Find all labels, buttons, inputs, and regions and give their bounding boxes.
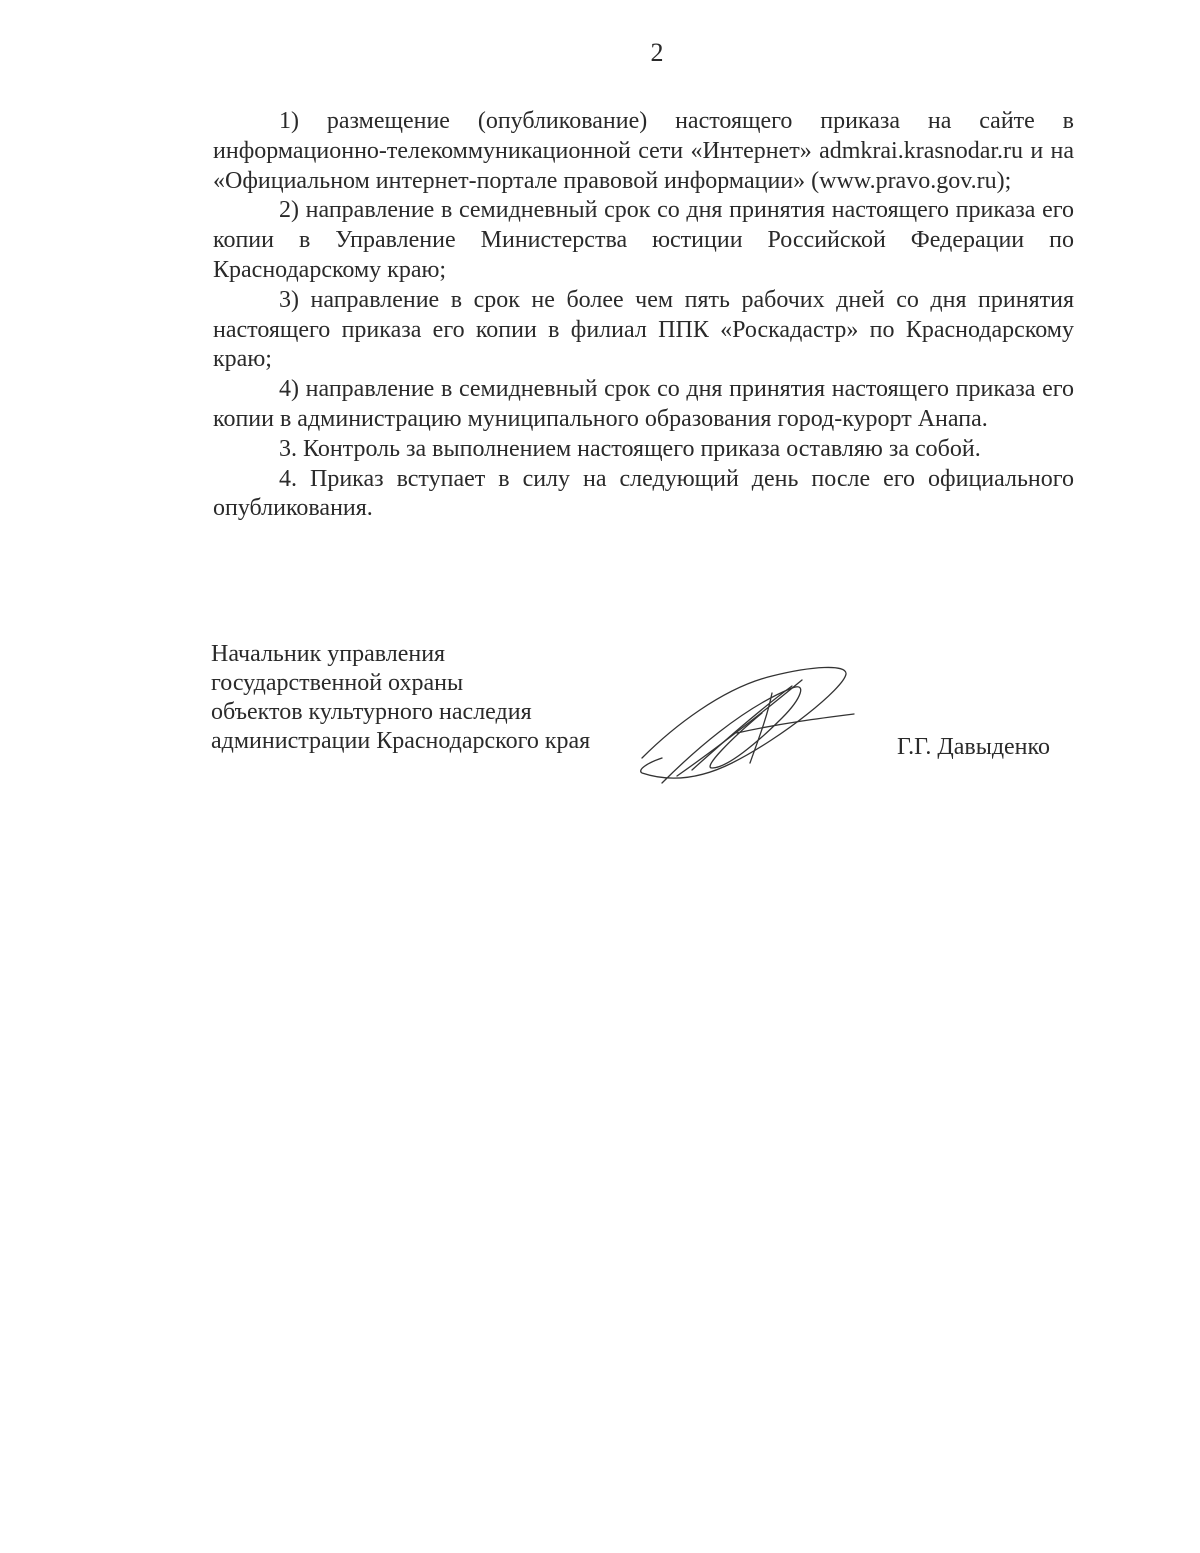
signer-name: Г.Г. Давыденко: [897, 734, 1050, 760]
position-line: администрации Краснодарского края: [211, 728, 591, 754]
handwritten-signature: [632, 658, 862, 788]
position-line: объектов культурного наследия: [211, 699, 532, 725]
page-number: 2: [650, 38, 664, 67]
document-body: [213, 107, 1074, 524]
paragraph-ministry-justice: 2) направление в семидневный срок со дня принятия настоящего приказа его копии в Управление Министерства юстиции Российской Федерации по Краснодарскому краю;: [213, 197, 1074, 283]
paragraph-control: 3. Контроль за выполнением настоящего приказа оставляю за собой.: [279, 435, 981, 462]
signature-position-block: [211, 640, 590, 756]
paragraph-entry-into-force: 4. Приказ вступает в силу на следующий день после его официального опубликования.: [213, 465, 1074, 522]
paragraph-roskadastr: 3) направление в срок не более чем пять рабочих дней со дня принятия настоящего приказа его копии в филиал ППК «Роскадастр» по Краснодарскому краю;: [213, 286, 1074, 373]
paragraph-publication: 1) размещение (опубликование) настоящего приказа на сайте в информационно-телекоммуникационной сети «Интернет» admkrai.krasnodar.ru и на «Официальном интернет-портале правовой информации» (www.pravo.gov.ru);: [213, 108, 1074, 194]
position-line: государственной охраны: [211, 670, 464, 696]
paragraph-anapa-administration: 4) направление в семидневный срок со дня принятия настоящего приказа его копии в администрацию муниципального образования город-курорт Анапа.: [213, 376, 1074, 432]
position-line: Начальник управления: [211, 641, 446, 667]
